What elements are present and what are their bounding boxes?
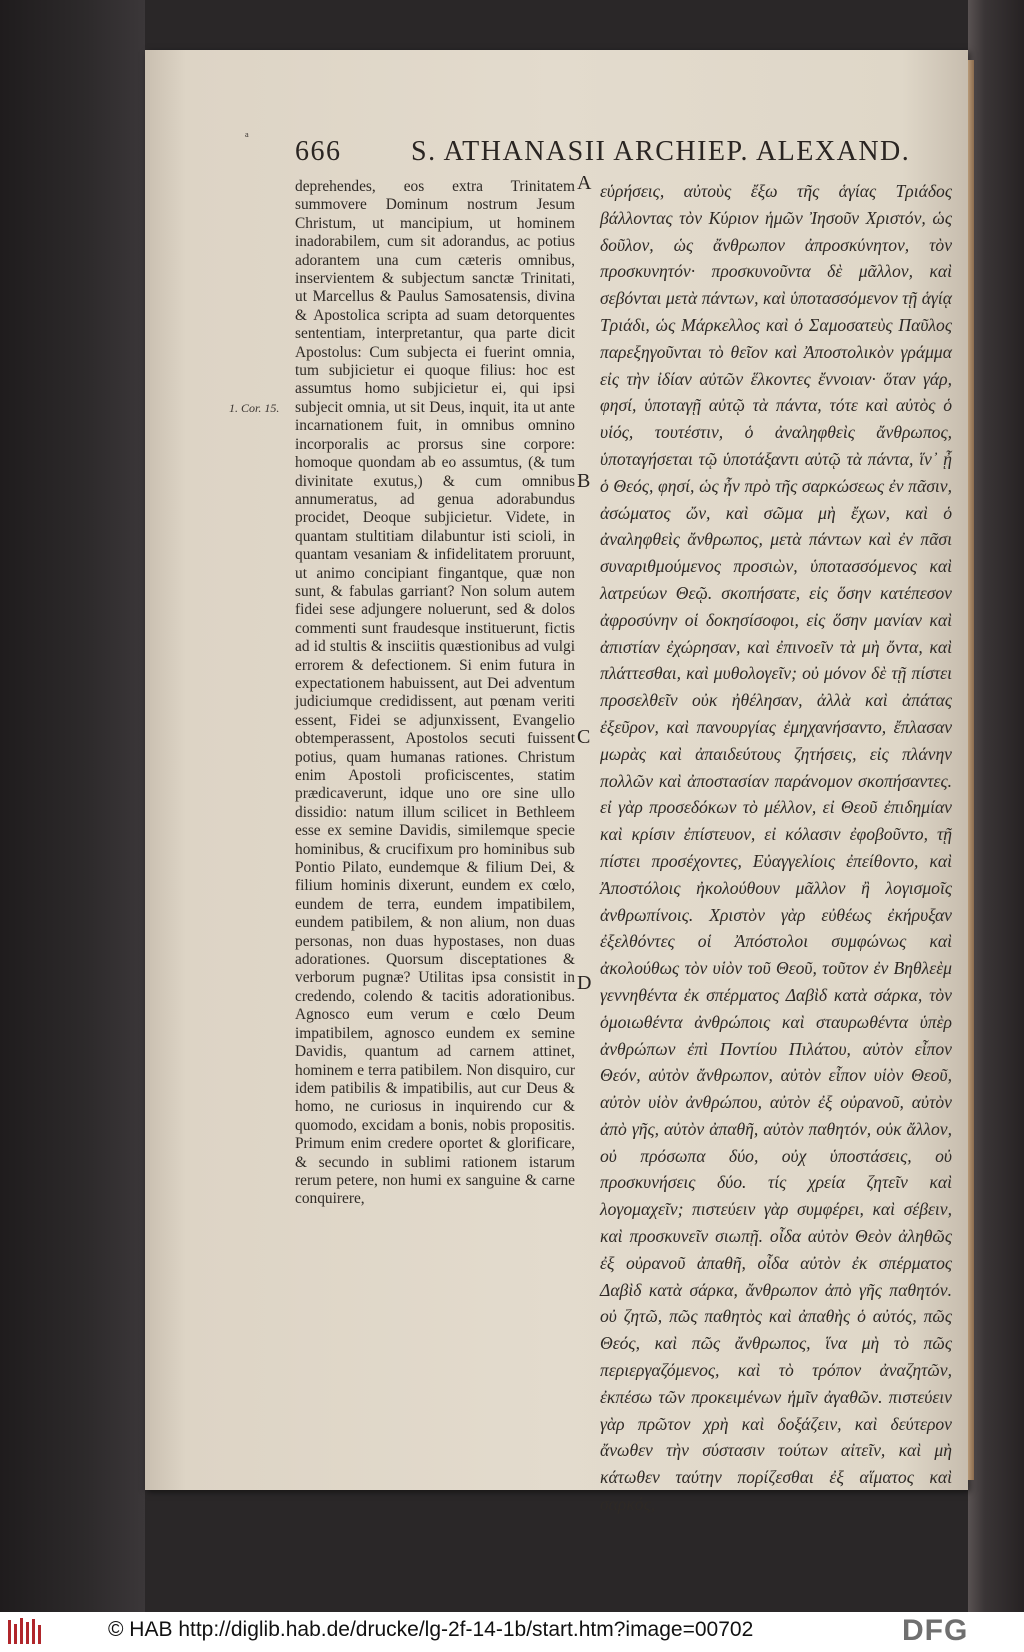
section-marker-c: C xyxy=(577,726,591,748)
latin-column xyxy=(295,178,575,1358)
page-edge xyxy=(968,60,974,1480)
folio-number: 666 xyxy=(295,136,342,167)
margin-note: 1. Cor. 15. xyxy=(229,401,280,415)
dfg-logo: DFG xyxy=(902,1614,969,1647)
viewer-footer xyxy=(0,1612,1024,1652)
greek-paragraph: εὑρήσεις, αὐτοὺς ἔξω τῆς ἁγίας Τριάδος βάλλοντας τὸν Κύριον ἡμῶν Ἰησοῦν Χριστόν, ὡς δοῦλον, ὡς ἄνθρωπον ἀπροσκύνητον, τὸν προσκυνητόν· προσκυνοῦντα δὲ μᾶλλον, καὶ σεβόνται μετὰ πάντων, καὶ ὑποτασσόμενον τῇ ἁγίᾳ Τριάδι, ὡς Μάρκελλος καὶ ὁ Σαμοσατεὺς Παῦλος παρεξηγοῦνται τὸ θεῖον καὶ Ἀποστολικὸν γράμμα εἰς τὴν ἰδίαν αὐτῶν ἕλκοντες ἔννοιαν· ὅταν γάρ, φησί, ὑποταγῇ αὐτῷ τὰ πάντα, τότε καὶ αὐτὸς ὁ υἱός, τουτέστιν, ὁ ἀναληφθεὶς ἄνθρωπος, ὑποταγήσεται τῷ ὑποτάξαντι αὐτῷ τὰ πάντα, ἵν᾽ ᾖ ὁ Θεός, φησί, ὡς ἦν πρὸ τῆς σαρκώσεως ἐν πᾶσιν, ἀσώματος ὤν, καὶ σῶμα μὴ ἔχων, καὶ ὁ ἀναληφθεὶς ἄνθρωπος, μετὰ πάντων καὶ ἐν πᾶσι συναριθμούμενος προσιὼν, ὑποτασσόμενος καὶ λατρεύων Θεῷ. σκοπήσατε, εἰς ὅσην κατέπεσον ἀφροσύνην οἱ δοκησίσοφοι, εἰς ὅσην μανίαν καὶ ἀπιστίαν ἐχώρησαν, καὶ ἐπινοεῖν τὰ μὴ ὄντα, καὶ πλάττεσθαι, καὶ μυθολογεῖν; οὐ μόνον δὲ τῇ πίστει προσελθεῖν οὐκ ἠθέλησαν, ἀλλὰ καὶ ἀπάτας ἐξεῦρον, καὶ πανουργίας ἐμηχανήσαντο, ἔπλασαν μωρὰς καὶ ἀπαιδεύτους ζητήσεις, εἰς πλάνην πολλῶν καὶ ἀποστασίαν παράνομον σκοπήσαντες. εἰ γὰρ προσεδόκων τὸ μέλλον, εἰ Θεοῦ ἐπιδημίαν καὶ κρίσιν ἐπίστευον, εἰ κόλασιν ἐφοβοῦντο, τῇ πίστει προσέχοντες, Εὐαγγελίοις ἐπείθοντο, καὶ Ἀποστόλοις ἠκολούθουν μᾶλλον ἢ λογισμοῖς ἀνθρωπίνοις. Χριστὸν γὰρ εὐθέως ἐκήρυξαν ἐξελθόντες οἱ Ἀπόστολοι συμφώνως καὶ ἀκολούθως τὸν υἱὸν τοῦ Θεοῦ, τοῦτον ἐν Βηθλεὲμ γεννηθέντα ἐκ σπέρματος Δαβὶδ κατὰ σάρκα, τὸν ὁμοιωθέντα ἀνθρώποις καὶ σταυρωθέντα ὑπὲρ ἀνθρώπων ἐπὶ Ποντίου Πιλάτου, αὐτὸν εἶπον Θεόν, αὐτὸν ἄνθρωπον, αὐτὸν εἶπον υἱὸν Θεοῦ, αὐτὸν υἱὸν ἀνθρώπου, αὐτὸν ἐξ οὐρανοῦ, αὐτὸν ἀπὸ γῆς, αὐτὸν ἀπαθῆ, αὐτὸν παθητόν, οὐκ ἄλλον, οὐ πρόσωπα δύο, οὐχ ὑποστάσεις, οὐ προσκυνήσεις δύο. τίς χρεία ζητεῖν καὶ λογομαχεῖν; πιστεύειν γὰρ συμφέρει, καὶ σέβειν, καὶ προσκυνεῖν σιωπῇ. οἶδα αὐτὸν Θεὸν ἀληθῶς ἐξ οὐρανοῦ ἀπαθῆ, οἶδα αὐτὸν ἐκ σπέρματος Δαβὶδ κατὰ σάρκα, ἄνθρωπον ἀπὸ γῆς παθητόν. οὐ ζητῶ, πῶς παθητὸς καὶ ἀπαθὴς ὁ αὐτός, πῶς Θεός, καὶ πῶς ἄνθρωπος, ἵνα μὴ τὸ πῶς περιεργαζόμενος, καὶ τὸ τρόπον ἀναζητῶν, ἐκπέσω τῶν προκειμένων ἡμῖν ἀγαθῶν. πιστεύειν γὰρ πρῶτον χρὴ καὶ δοξάζειν, καὶ δεύτερον ἄνωθεν τὴν σύστασιν τούτων αἰτεῖν, καὶ μὴ κάτωθεν ταύτην πορίζεσθαι ἐξ αἵματος καὶ σαρκός, xyxy=(600,181,952,1515)
section-marker-a: A xyxy=(577,172,592,194)
section-marker-b: B xyxy=(577,470,591,492)
running-header xyxy=(295,136,995,176)
page-mark: ᵃ xyxy=(245,130,249,145)
book-page xyxy=(145,50,968,1515)
hab-logo-icon xyxy=(6,1616,46,1648)
running-title: S. ATHANASII ARCHIEP. ALEXAND. xyxy=(411,136,911,167)
greek-column xyxy=(600,178,952,1515)
section-marker-d: D xyxy=(577,972,592,994)
scanner-background-left xyxy=(0,0,145,1612)
scanner-background-right xyxy=(968,0,1024,1612)
copyright-link[interactable]: © HAB http://diglib.hab.de/drucke/lg-2f-14-1b/start.htm?image=00702 xyxy=(108,1618,754,1641)
latin-paragraph: deprehendes, eos extra Trinitatem summovere Dominum nostrum Jesum Christum, ut mancipium, ut hominem inadorabilem, cum sit adorandus, ac potius adorantem una cum cæteris omnibus, inservientem & subjectum sanctæ Trinitati, ut Marcellus & Paulus Samosatensis, divina & Apostolica scripta ad suam detorquentes sententiam, interpretantur, qua parte dicit Apostolus: Cum subjecta ei fuerint omnia, tum subjicietur ei quoque filius: hoc est assumtus homo subjicietur ei, qui ipsi subjecit omnia, ut sit Deus, inquit, ita ut ante incarnationem fuit, in omnibus omnino incorporalis ac prorsus sine corpore: homoque quondam ab eo assumtus, (& tum divinitate exutus,) & cum omnibus annumeratus, ad genua adorabundus procidet, Deoque subjicietur. Videte, in quantam stultitiam dilabuntur isti scioli, in quantam vesaniam & infidelitatem proruunt, ut animo concipiant fingantque, quæ non sunt, & fabulas garriant? Non solum autem fidei sese adjungere noluerunt, sed & dolos commenti sunt fraudesque instituerunt, fictis ad id stultis & insciitis quæstionibus ad vulgi errorem & defectionem. Si enim futura in expectationem habuissent, aut Dei adventum judiciumque credidissent, aut pœnam veriti essent, Fidei se adjunxissent, Evangelio obtemperassent, Apostolos secuti fuissent potius, quam humanas rationes. Christum enim Apostoli proficiscentes, statim prædicaverunt, idque uno ore sine ullo dissidio: natum illum scilicet in Bethleem esse ex semine Davidis, similemque specie hominibus, & crucifixum pro hominibus sub Pontio Pilato, eundemque & filium Dei, & filium hominis dixerunt, eundem ex cœlo, eundem de terra, eundem impatibilem, eundem patibilem, & non alium, non duas personas, non duas hypostases, non duas adorationes. Quorsum disceptationes & verborum pugnæ? Utilitas ipsa consistit in credendo, colendo & tacitis adorationibus. Agnosco eum verum e cœlo Deum impatibilem, agnosco eundem ex semine Davidis, quantum ad carnem attinet, hominem e terra patibilem. Non disquiro, cur idem patibilis & impatibilis, aut cur Deus & homo, ne curiosus in inquirendo cur & quomodo, excidam a bonis, nobis propositis. Primum enim credere oportet & glorificare, & secundo in sublimi rationem istarum rerum petere, non humi ex sanguine & carne conquirere, xyxy=(295,178,575,1208)
